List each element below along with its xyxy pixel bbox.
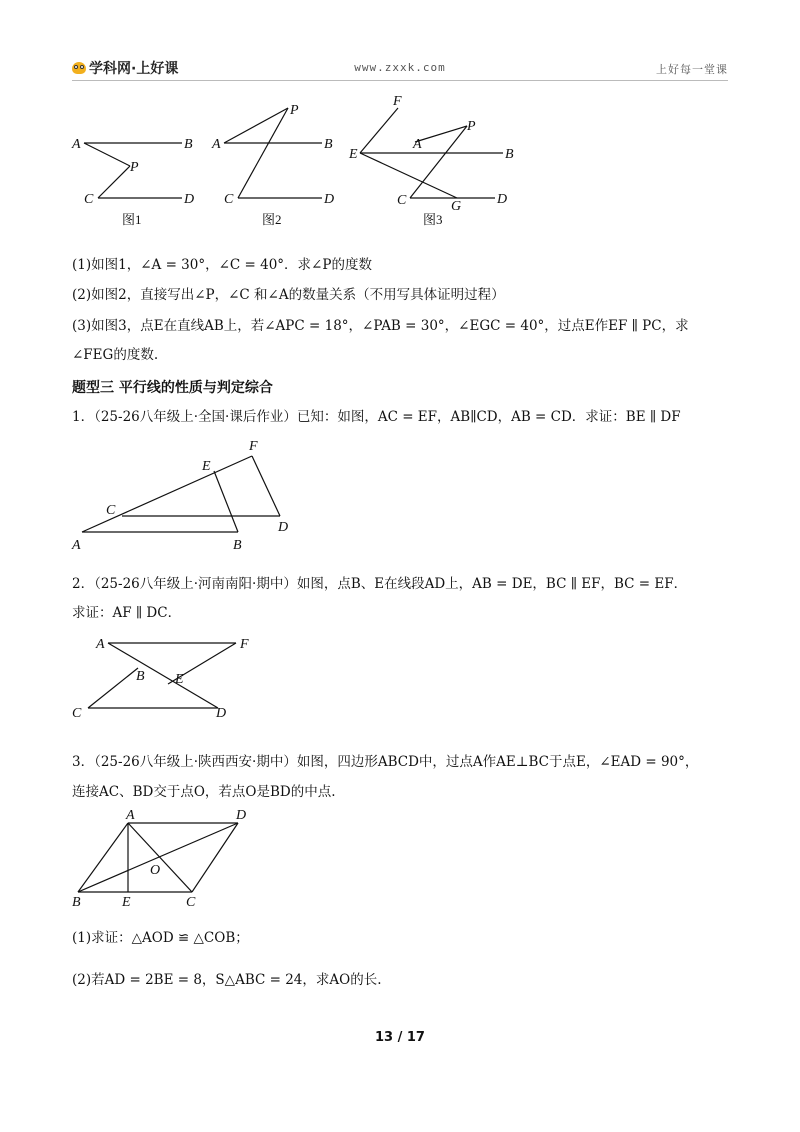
figure-2-caption: 图2 [262,212,282,227]
figure-2 [210,98,340,228]
label-C: C [224,192,234,207]
label-B: B [324,137,333,152]
problem-1-text: 1．（25-26八年级上·全国·课后作业）已知：如图，AC = EF，AB∥CD，AB = CD．求证：BE ∥ DF [72,409,681,425]
label-A: A [72,538,81,553]
figure-1-caption: 图1 [122,212,142,227]
problem-2-figure [72,632,262,727]
header-divider [72,80,728,81]
label-E: E [122,895,131,910]
label-B: B [184,137,193,152]
label-F: F [249,439,258,454]
prev-question-2: (2)如图2，直接写出∠P，∠C 和∠A的数量关系（不用写具体证明过程） [72,287,505,303]
problem-3-figure [70,808,270,913]
page-header [72,58,728,80]
figure-3 [345,90,525,230]
site-url[interactable]: www.zxxk.com [354,61,446,74]
label-D: D [278,520,289,535]
label-E: E [349,147,358,162]
label-A: A [96,637,105,652]
problem-3-question-2: (2)若AD = 2BE = 8，S△ABC = 24，求AO的长. [72,972,382,988]
label-D: D [236,808,247,823]
problem-3-line1: 3．（25-26八年级上·陕西西安·期中）如图，四边形ABCD中，过点A作AE⊥BC于点E，∠EAD = 90°， [72,754,699,770]
logo-text: 学科网·上好课 [89,61,179,77]
problem-1-figure [72,436,312,556]
problem-3-question-1: (1)求证：△AOD ≌ △COB； [72,930,249,946]
label-A: A [72,137,81,152]
label-G: G [451,199,462,214]
label-C: C [106,503,116,518]
label-C: C [72,706,82,721]
site-slogan: 上好每一堂课 [656,63,728,76]
label-P: P [290,103,299,118]
label-F: F [240,637,249,652]
prev-question-3-line1: (3)如图3，点E在直线AB上，若∠APC = 18°，∠PAB = 30°，∠EGC = 40°，过点E作EF ∥ PC，求 [72,318,689,334]
label-P: P [467,119,476,134]
label-P: P [130,160,139,175]
problem-2-line1: 2．（25-26八年级上·河南南阳·期中）如图，点B、E在线段AD上，AB = DE，BC ∥ EF，BC = EF． [72,576,688,592]
label-C: C [186,895,196,910]
label-E: E [175,672,184,687]
problem-3-line2: 连接AC、BD交于点O，若点O是BD的中点. [72,784,336,800]
label-A: A [126,808,135,823]
label-B: B [136,669,145,684]
label-B: B [72,895,81,910]
prev-question-3-line2: ∠FEG的度数. [72,347,159,363]
section-title: 题型三 平行线的性质与判定综合 [72,380,273,396]
label-A: A [212,137,221,152]
prev-question-1: (1)如图1，∠A = 30°，∠C = 40°．求∠P的度数 [72,257,372,273]
figure-3-caption: 图3 [423,212,443,227]
label-B: B [505,147,514,162]
label-C: C [84,192,94,207]
label-B: B [233,538,242,553]
label-A: A [413,137,422,152]
label-C: C [397,193,407,208]
label-D: D [324,192,335,207]
label-D: D [216,706,227,721]
problem-2-line2: 求证：AF ∥ DC． [72,605,182,621]
label-F: F [393,94,402,109]
label-O: O [150,863,161,878]
label-E: E [202,459,211,474]
label-D: D [184,192,195,207]
page-number: 13 / 17 [375,1030,425,1045]
figure-1 [70,128,210,228]
label-D: D [497,192,508,207]
